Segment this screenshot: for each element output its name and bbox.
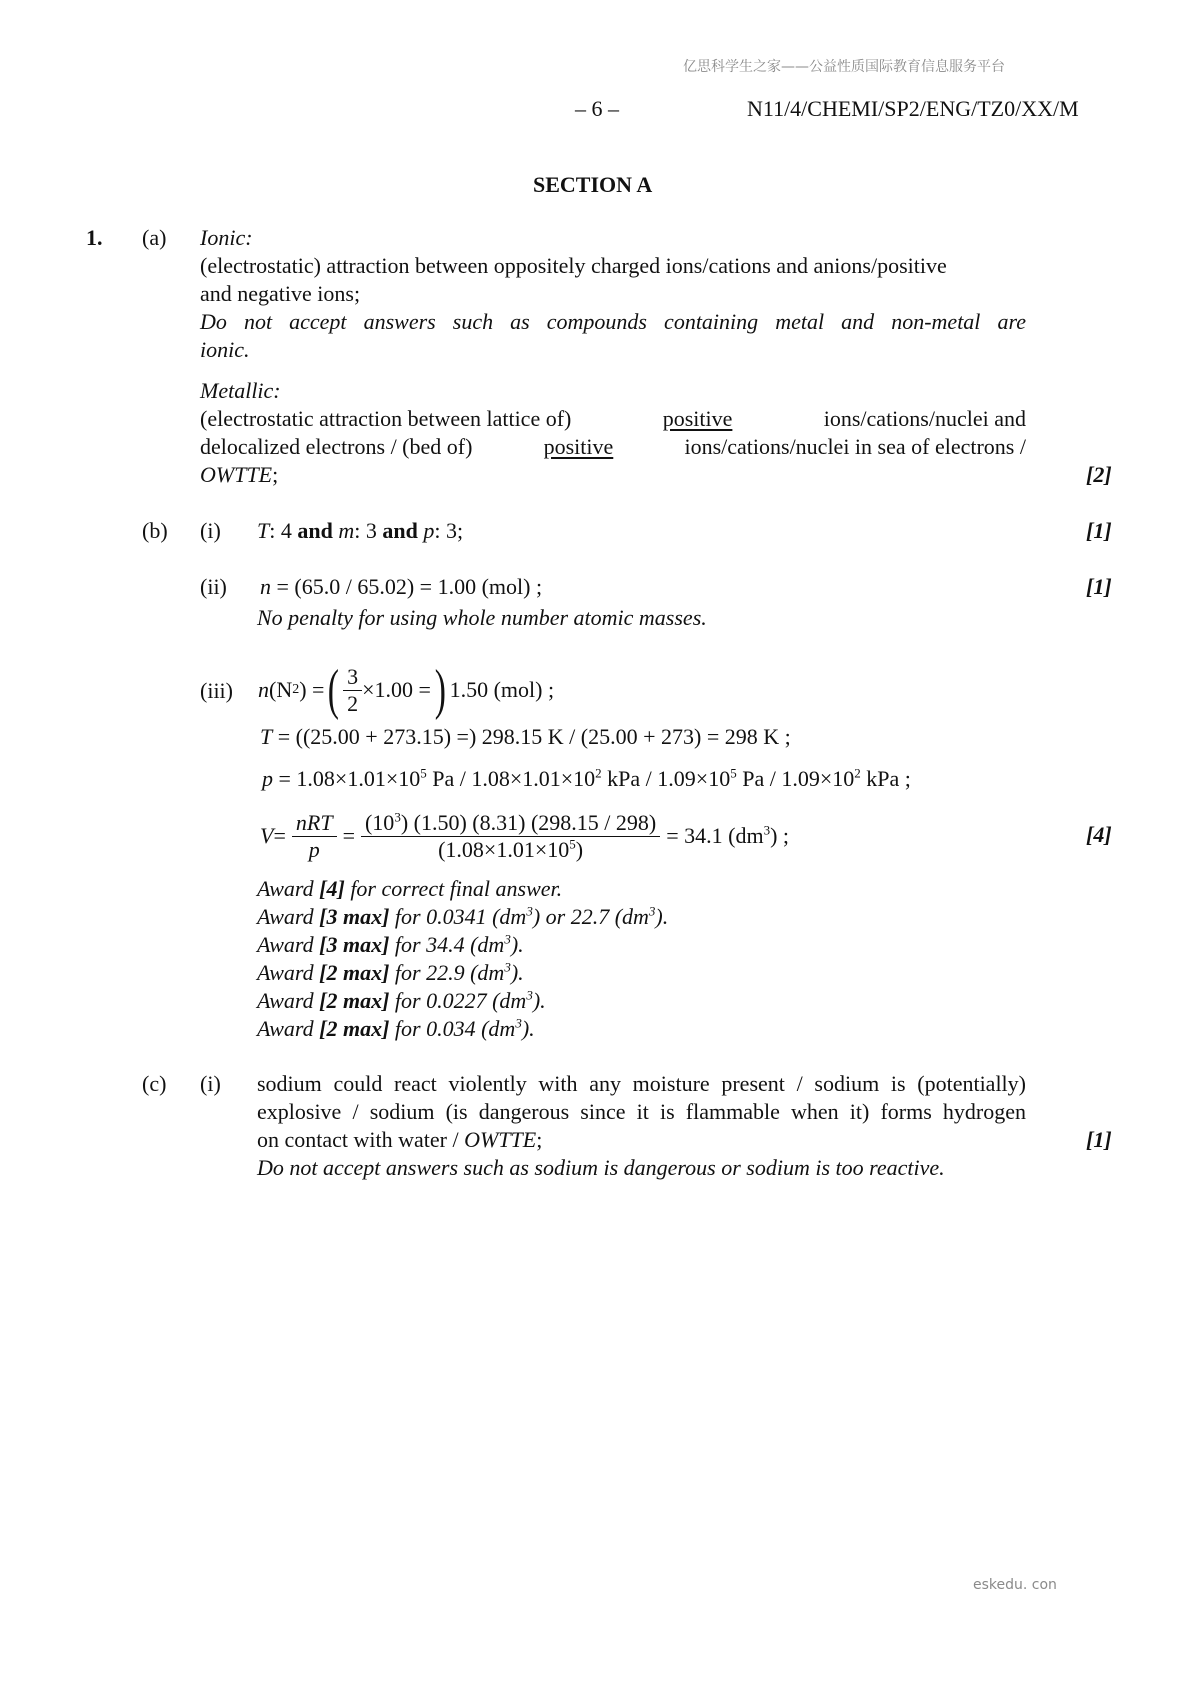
and-1: and — [297, 518, 333, 543]
part-b-ii-label: (ii) — [200, 574, 227, 599]
watermark-top: 亿思科学生之家——公益性质国际教育信息服务平台 — [683, 59, 1005, 75]
part-c-label: (c) — [142, 1071, 167, 1096]
award-mark: [2 max] — [319, 1016, 390, 1041]
metallic-l2-c: ions/cations/nuclei in sea of electrons / — [684, 434, 1026, 459]
award-pre: Award — [257, 932, 320, 957]
l3-s2: 2 — [595, 765, 602, 781]
award-tail: ). — [510, 960, 524, 985]
mark-b-ii: [1] — [1086, 574, 1112, 599]
l1-d: 1.50 (mol) ; — [449, 677, 555, 702]
award-sup: 3 — [504, 931, 511, 947]
award-tail: ). — [510, 932, 524, 957]
left-paren-icon: ( — [328, 659, 340, 721]
section-title: SECTION A — [533, 172, 653, 197]
mark-a: [2] — [1086, 462, 1112, 487]
n2s: 3 — [394, 809, 401, 825]
var-T2: T — [260, 724, 273, 749]
frac-den: 2 — [347, 690, 359, 716]
award-0 — [257, 876, 562, 902]
l4-result — [666, 823, 789, 849]
award-post: for 0.034 (dm — [389, 1016, 516, 1041]
c3c: ; — [536, 1127, 543, 1152]
award-mark: [2 max] — [319, 988, 390, 1013]
c3a: on contact with water / — [257, 1127, 465, 1152]
award-4 — [257, 988, 546, 1014]
part-c-i-label: (i) — [200, 1071, 221, 1096]
question-number: 1. — [86, 225, 103, 250]
award-mark: [2 max] — [319, 960, 390, 985]
metallic-line-3 — [200, 462, 278, 488]
fraction-numeric — [361, 810, 660, 863]
l4-eq: = — [273, 823, 286, 848]
l3-s3: 5 — [730, 765, 737, 781]
var-V: V — [260, 823, 274, 848]
part-b-label: (b) — [142, 518, 168, 543]
l1-b: ) = — [299, 677, 325, 702]
and-2: and — [382, 518, 418, 543]
award-pre: Award — [257, 988, 320, 1013]
frac-numeric-den — [361, 837, 660, 863]
award-tail: ). — [532, 988, 546, 1013]
part-b-iii-label: (iii) — [200, 678, 233, 703]
award-sup: 3 — [515, 1015, 522, 1031]
ionic-note-2: ionic. — [200, 337, 250, 362]
b-iii-line-1: n (N 2 ) = ( $\frac{3}{2}$ ×1.00 = ) 1.50 (mol) ; — [258, 659, 555, 721]
var-T: T — [257, 518, 270, 543]
d2b: ) — [575, 836, 584, 862]
award-1 — [257, 904, 668, 930]
right-paren-icon: ) — [434, 659, 446, 721]
award-sup2: 3 — [648, 903, 656, 919]
award-pre: Award — [257, 1016, 320, 1041]
c-i-line-1: sodium could react violently with any moisture present / sodium is (potentially) — [257, 1071, 1026, 1096]
l4-eq2: = — [342, 823, 355, 848]
part-b-i-label: (i) — [200, 518, 221, 543]
var-n2: n — [258, 677, 269, 702]
metallic-line-2 — [200, 434, 1026, 460]
b-ii-expr: = (65.0 / 65.02) = 1.00 (mol) ; — [271, 574, 543, 599]
award-pre: Award — [257, 876, 320, 901]
fraction-3-2 — [343, 664, 362, 717]
watermark-bottom: eskedu. con — [973, 1577, 1057, 1593]
c-i-line-3 — [257, 1127, 542, 1153]
b-ii-expression — [260, 574, 542, 600]
page-number: – 6 – — [575, 96, 619, 121]
n2a: (10 — [364, 809, 395, 835]
l3-e: kPa ; — [860, 766, 911, 791]
award-3 — [257, 960, 524, 986]
m-value: : 3 — [354, 518, 383, 543]
l3-c: kPa / 1.09×10 — [601, 766, 731, 791]
b-iii-line-2 — [260, 724, 791, 750]
var-p: p — [423, 518, 435, 543]
mark-c-i: [1] — [1086, 1127, 1112, 1152]
award-post: for correct final answer. — [344, 876, 563, 901]
award-mark: [3 max] — [319, 932, 390, 957]
paper-code: N11/4/CHEMI/SP2/ENG/TZ0/XX/M — [747, 96, 1079, 121]
award-tail: ) or 22.7 (dm — [532, 904, 649, 929]
award-pre: Award — [257, 960, 320, 985]
award-post: for 34.4 (dm — [389, 932, 505, 957]
b-i-answer — [257, 518, 463, 544]
award-sup: 3 — [504, 959, 511, 975]
award-sup: 3 — [526, 903, 533, 919]
ionic-line-2: and negative ions; — [200, 281, 361, 306]
ionic-line-1: (electrostatic) attraction between oppositely charged ions/cations and anions/positive — [200, 253, 947, 278]
fraction-nRT-p — [292, 810, 337, 863]
metallic-l1-positive: positive — [662, 406, 733, 431]
award-5 — [257, 1016, 535, 1042]
metallic-l1-c: ions/cations/nuclei and — [823, 406, 1026, 431]
metallic-l2-positive: positive — [543, 434, 614, 459]
award-tail2: ). — [655, 904, 669, 929]
part-a-label: (a) — [142, 225, 167, 250]
c-i-note: Do not accept answers such as sodium is dangerous or sodium is too reactive. — [257, 1155, 945, 1180]
l3-s1: 5 — [420, 765, 427, 781]
b-iii-line-3 — [262, 766, 911, 792]
l3-s4: 2 — [854, 765, 861, 781]
l3-d: Pa / 1.09×10 — [736, 766, 855, 791]
var-n: n — [260, 574, 271, 599]
b-iii-line-4 — [260, 804, 789, 868]
p-value: : 3; — [434, 518, 464, 543]
award-post: for 0.0341 (dm — [389, 904, 527, 929]
frac-nrt: nRT — [292, 810, 337, 837]
frac-numeric-num — [361, 810, 660, 837]
award-2 — [257, 932, 524, 958]
c3b: OWTTE — [464, 1127, 537, 1152]
res-a: = 34.1 (dm — [666, 823, 764, 848]
ionic-heading: Ionic: — [200, 225, 253, 250]
award-sup: 3 — [526, 987, 533, 1003]
T-value: : 4 — [269, 518, 298, 543]
metallic-line-1 — [200, 406, 1026, 432]
frac-p: p — [308, 836, 320, 862]
mark-b-iii: [4] — [1086, 822, 1112, 847]
award-pre: Award — [257, 904, 320, 929]
award-mark: [3 max] — [319, 904, 390, 929]
metallic-l2-a: delocalized electrons / (bed of) — [200, 434, 473, 459]
c-i-line-2: explosive / sodium (is dangerous since it is flammable when it) forms hydrogen — [257, 1099, 1026, 1124]
d2a: (1.08×1.01×10 — [438, 836, 570, 862]
l3-b: Pa / 1.08×1.01×10 — [426, 766, 596, 791]
n2b: ) (1.50) (8.31) (298.15 / 298) — [400, 809, 657, 835]
metallic-heading: Metallic: — [200, 378, 281, 403]
l3-a: = 1.08×1.01×10 — [273, 766, 421, 791]
var-m: m — [338, 518, 355, 543]
semicolon: ; — [272, 462, 279, 487]
l1-c: ×1.00 = — [362, 677, 431, 702]
award-tail: ). — [521, 1016, 535, 1041]
owtte-text: OWTTE — [200, 462, 273, 487]
var-p2: p — [262, 766, 273, 791]
award-post: for 22.9 (dm — [389, 960, 505, 985]
mark-b-i: [1] — [1086, 518, 1112, 543]
award-mark: [4] — [319, 876, 345, 901]
res-b: ) ; — [770, 823, 790, 848]
l2-expr: = ((25.00 + 273.15) =) 298.15 K / (25.00 + 273) = 298 K ; — [272, 724, 791, 749]
metallic-l1-a: (electrostatic attraction between lattice of) — [200, 406, 572, 431]
award-post: for 0.0227 (dm — [389, 988, 527, 1013]
ionic-note-1: Do not accept answers such as compounds containing metal and non-metal are — [200, 309, 1026, 334]
res-s: 3 — [763, 822, 771, 838]
l1-a: (N — [269, 677, 293, 702]
d2s: 5 — [569, 836, 576, 852]
frac-num: 3 — [343, 664, 362, 691]
b-ii-note: No penalty for using whole number atomic masses. — [257, 605, 707, 630]
